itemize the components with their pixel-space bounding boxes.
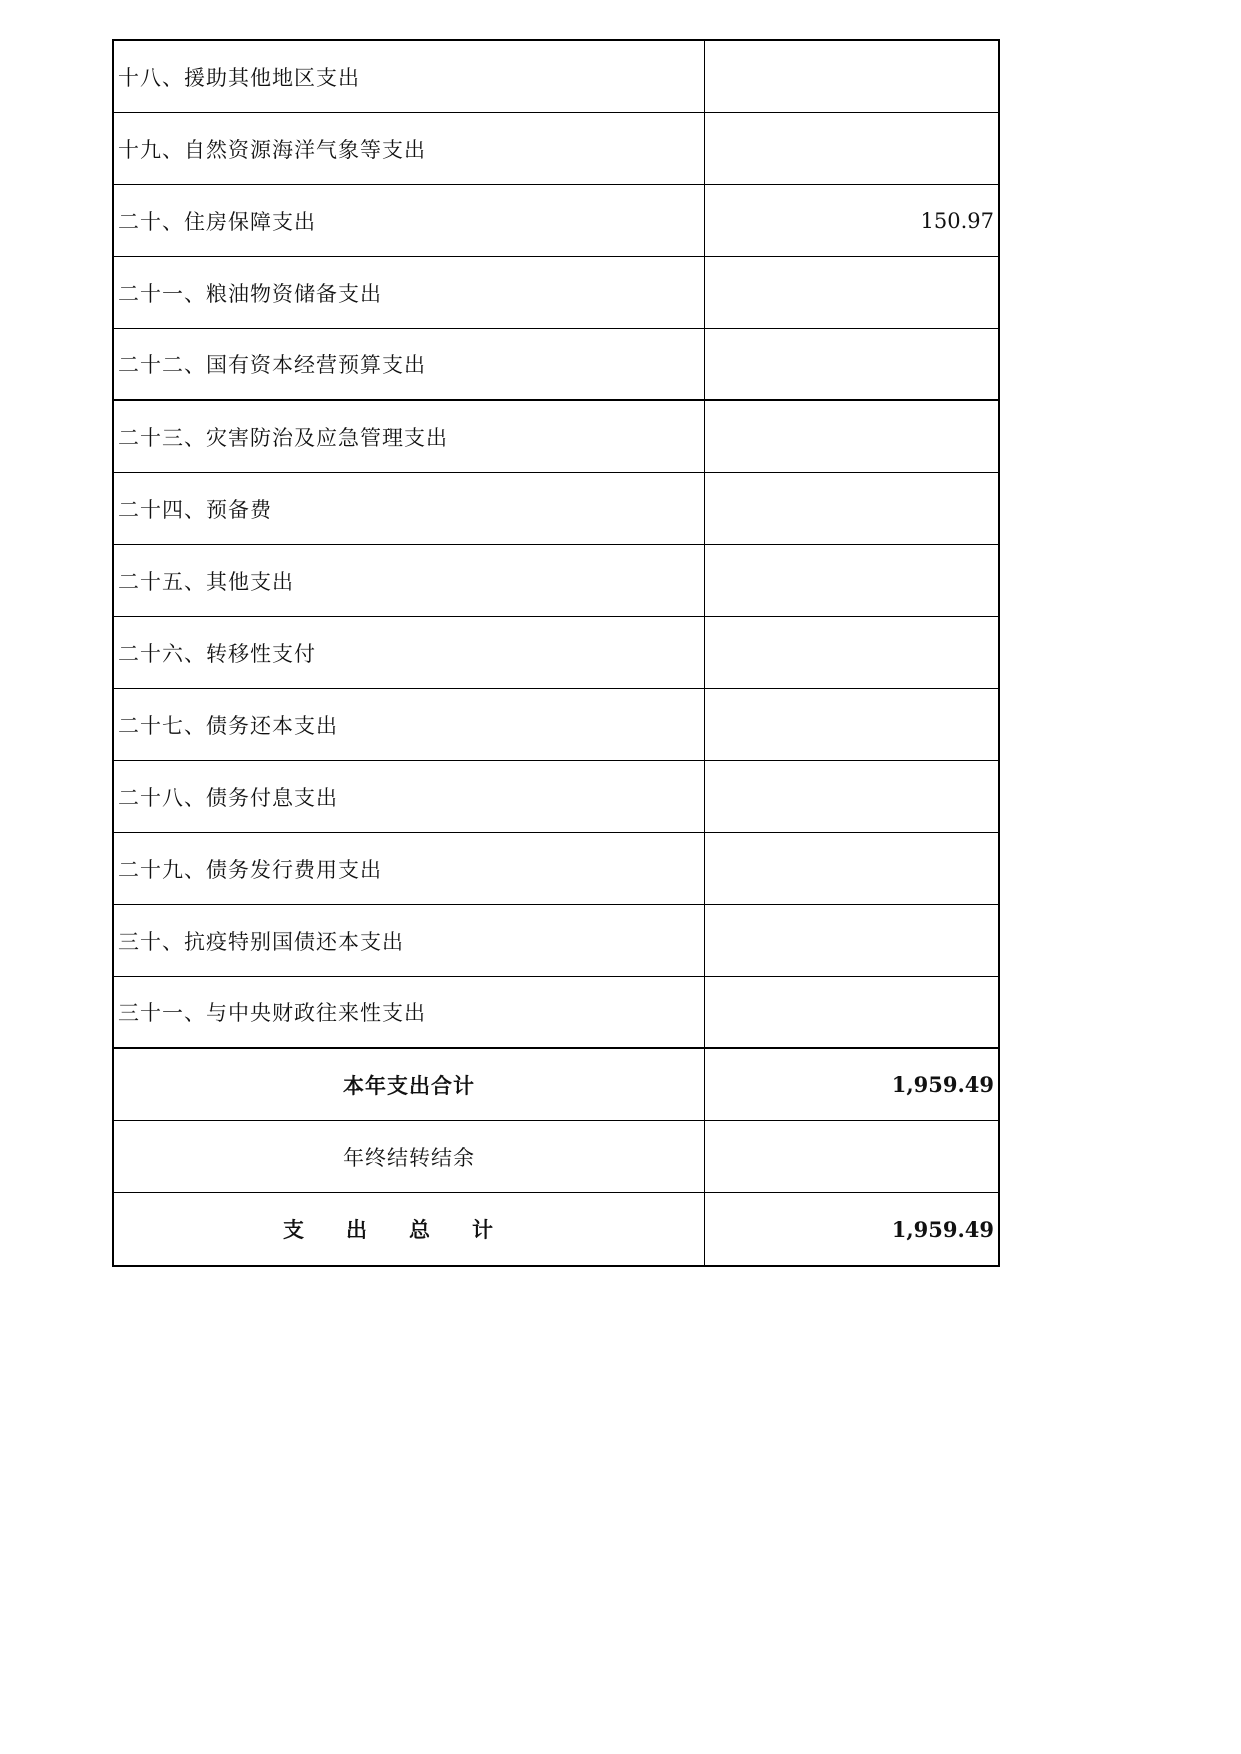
table-row bbox=[114, 617, 998, 689]
table-row bbox=[114, 833, 998, 905]
table-row bbox=[114, 977, 998, 1049]
row-value bbox=[705, 689, 998, 760]
carryover-value bbox=[705, 1121, 998, 1192]
row-value bbox=[705, 905, 998, 976]
row-value bbox=[705, 977, 998, 1047]
row-value bbox=[705, 329, 998, 399]
table-row bbox=[114, 545, 998, 617]
row-label: 十八、援助其他地区支出 bbox=[114, 41, 705, 112]
row-value bbox=[705, 113, 998, 184]
grand-total-value: 1,959.49 bbox=[891, 1216, 994, 1242]
row-value: 150.97 bbox=[920, 208, 994, 233]
table-row bbox=[114, 401, 998, 473]
row-label: 二十九、债务发行费用支出 bbox=[114, 833, 705, 904]
row-label: 二十、住房保障支出 bbox=[114, 185, 705, 256]
table-row bbox=[114, 257, 998, 329]
expenditure-table bbox=[112, 39, 1000, 1267]
row-value bbox=[705, 41, 998, 112]
row-value bbox=[705, 401, 998, 472]
table-row bbox=[114, 185, 998, 257]
table-row bbox=[114, 473, 998, 545]
table-row bbox=[114, 689, 998, 761]
row-label: 二十三、灾害防治及应急管理支出 bbox=[114, 401, 705, 472]
carryover-label: 年终结转结余 bbox=[114, 1121, 705, 1192]
row-label: 二十七、债务还本支出 bbox=[114, 689, 705, 760]
table-row bbox=[114, 329, 998, 401]
row-label: 三十、抗疫特别国债还本支出 bbox=[114, 905, 705, 976]
table-row bbox=[114, 905, 998, 977]
grand-total-row bbox=[114, 1193, 998, 1265]
carryover-row bbox=[114, 1121, 998, 1193]
row-value bbox=[705, 545, 998, 616]
row-label: 三十一、与中央财政往来性支出 bbox=[114, 977, 705, 1047]
year-total-label: 本年支出合计 bbox=[114, 1049, 705, 1120]
row-value bbox=[705, 473, 998, 544]
row-label: 十九、自然资源海洋气象等支出 bbox=[114, 113, 705, 184]
row-label: 二十五、其他支出 bbox=[114, 545, 705, 616]
year-total-row bbox=[114, 1049, 998, 1121]
grand-total-label: 支出总计 bbox=[114, 1193, 705, 1265]
row-value bbox=[705, 761, 998, 832]
row-value bbox=[705, 833, 998, 904]
row-label: 二十八、债务付息支出 bbox=[114, 761, 705, 832]
row-value bbox=[705, 617, 998, 688]
row-label: 二十六、转移性支付 bbox=[114, 617, 705, 688]
year-total-value: 1,959.49 bbox=[891, 1072, 994, 1097]
table-row bbox=[114, 41, 998, 113]
table-row bbox=[114, 113, 998, 185]
row-label: 二十一、粮油物资储备支出 bbox=[114, 257, 705, 328]
row-value bbox=[705, 257, 998, 328]
row-label: 二十二、国有资本经营预算支出 bbox=[114, 329, 705, 399]
table-row bbox=[114, 761, 998, 833]
row-label: 二十四、预备费 bbox=[114, 473, 705, 544]
